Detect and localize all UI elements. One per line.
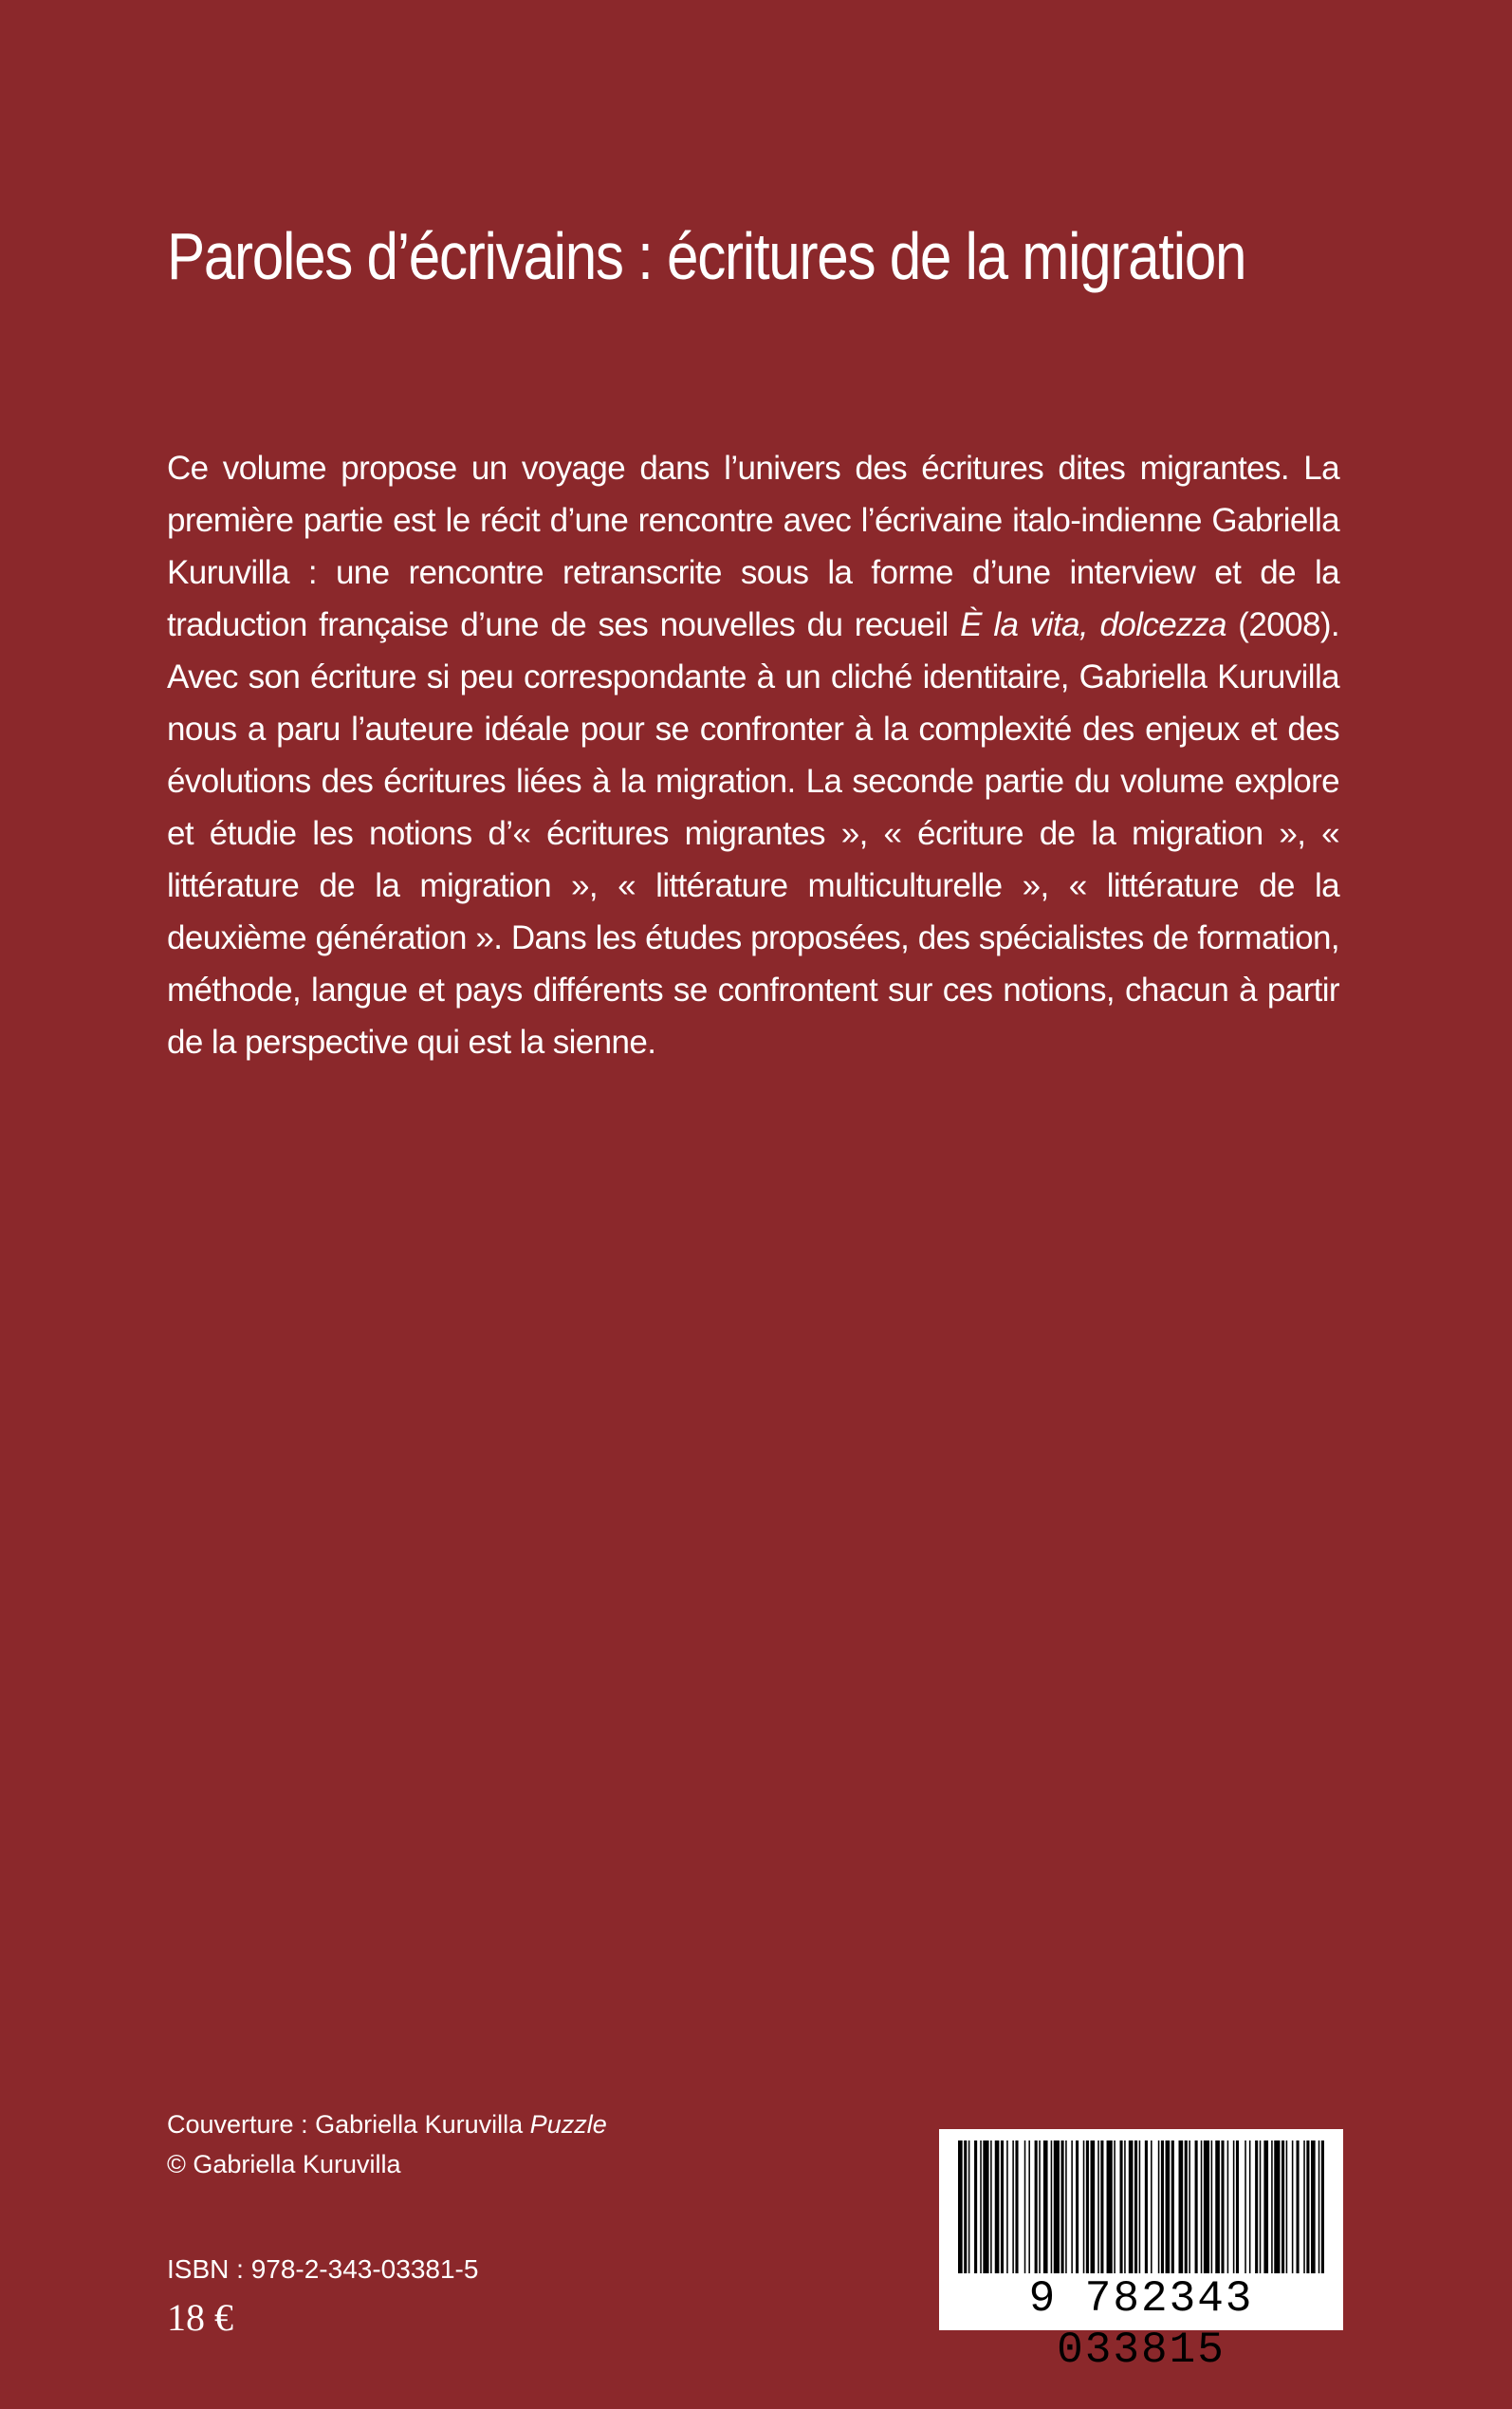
back-cover-blurb [167,442,1339,1068]
barcode-bar [1051,2140,1053,2273]
barcode-bar [1227,2140,1229,2273]
barcode-bar [1083,2140,1085,2273]
barcode-bar [1015,2140,1018,2273]
barcode-bar [1151,2140,1152,2273]
barcode-bar [1306,2140,1309,2273]
barcode-digits: 9 782343 033815 [1028,2274,1254,2375]
barcode-bar [1274,2140,1280,2273]
barcode-bar [1211,2140,1213,2273]
barcode-bar [964,2140,967,2273]
barcode-bar [1161,2140,1164,2273]
barcode-bar [968,2140,970,2273]
barcode-bar [1001,2140,1004,2273]
barcode [939,2129,1343,2375]
cover-credit-line [167,2104,607,2144]
cover-credits [167,2104,607,2184]
barcode-bar [1201,2140,1203,2273]
barcode-bar [1297,2140,1300,2273]
barcode-bar [1107,2140,1113,2273]
blurb-part-1: Ce volume propose un voyage dans l’univers des écritures dites migrantes. La première partie est le récit d’une rencontre avec l’écrivaine italo-indienne Gabriella Kuruvilla : une rencontre retranscrite sous la forme d’une interview et de la traduction française d’une de ses nouvelles du recueil [167,450,1339,643]
barcode-bar [1114,2140,1116,2273]
barcode-bar [995,2140,1000,2273]
barcode-bar [1215,2140,1220,2273]
barcode-bar [1195,2140,1198,2273]
barcode-bar [1221,2140,1224,2273]
barcode-bar [1054,2140,1060,2273]
barcode-bar [1043,2140,1048,2273]
barcode-bar [1321,2140,1324,2273]
barcode-bar [1166,2140,1171,2273]
barcode-bar [1097,2140,1099,2273]
barcode-bar [1271,2140,1273,2273]
barcode-bar [1179,2140,1184,2273]
barcode-bar [1185,2140,1188,2273]
barcode-bar [1076,2140,1079,2273]
barcode-bar [1039,2140,1041,2273]
barcode-bar [1245,2140,1246,2273]
barcode-bar [980,2140,982,2273]
book-title: Paroles d’écrivains : écritures de la migration [167,219,1246,293]
barcode-bar [958,2140,963,2273]
barcode-bar [1124,2140,1126,2273]
blurb-work-title: È la vita, dolcezza [960,606,1226,643]
barcode-bar [974,2140,977,2273]
barcode-bar [1255,2140,1258,2273]
barcode-bar [1204,2140,1209,2273]
barcode-bar [1303,2140,1305,2273]
barcode-bar [1286,2140,1288,2273]
barcode-bar [1035,2140,1038,2273]
barcode-bar [1086,2140,1089,2273]
barcode-bars [954,2140,1328,2273]
barcode-bar [1139,2140,1141,2273]
barcode-bar [1311,2140,1316,2273]
barcode-bar [1318,2140,1320,2273]
barcode-bar [1282,2140,1284,2273]
cover-credit-label: Couverture : Gabriella Kuruvilla [167,2110,530,2139]
barcode-bar [1292,2140,1294,2273]
barcode-bar [1249,2140,1251,2273]
copyright-line: © Gabriella Kuruvilla [167,2150,401,2178]
barcode-bar [1065,2140,1067,2273]
barcode-bar [1071,2140,1073,2273]
barcode-bar [1145,2140,1148,2273]
barcode-bar [1260,2140,1262,2273]
barcode-bar [1171,2140,1174,2273]
barcode-bar [1189,2140,1190,2273]
barcode-bar [1120,2140,1123,2273]
barcode-bar [1129,2140,1134,2273]
barcode-bar [990,2140,992,2273]
barcode-bar [1091,2140,1096,2273]
barcode-bar [1012,2140,1014,2273]
barcode-bar [1233,2140,1235,2273]
isbn: ISBN : 978-2-343-03381-5 [167,2254,479,2284]
blurb-part-2: (2008). Avec son écriture si peu correspondante à un cliché identitaire, Gabriella Kuruvilla nous a paru l’auteure idéale pour se confronter à la complexité des enjeux et des évolutions des écritures liées à la migration. La seconde partie du volume explore et étudie les notions d’« écritures migrantes », « écriture de la migration », « littérature de la migration », « littérature multiculturelle », « littérature de la deuxième génération ». Dans les études proposées, des spécialistes de formation, méthode, langue et pays différents se confrontent sur ces notions, chacun à partir de la perspective qui est la sienne. [167,606,1339,1061]
cover-artwork-title: Puzzle [529,2110,607,2139]
barcode-bar [983,2140,988,2273]
barcode-bar [1028,2140,1030,2273]
barcode-bar [1100,2140,1103,2273]
barcode-bar [1006,2140,1008,2273]
price: 18 € [167,2296,233,2339]
barcode-bar [1134,2140,1137,2273]
barcode-bar [1236,2140,1239,2273]
barcode-bar [1158,2140,1160,2273]
barcode-bar [1024,2140,1026,2273]
barcode-bar [1061,2140,1064,2273]
barcode-bar [1263,2140,1268,2273]
